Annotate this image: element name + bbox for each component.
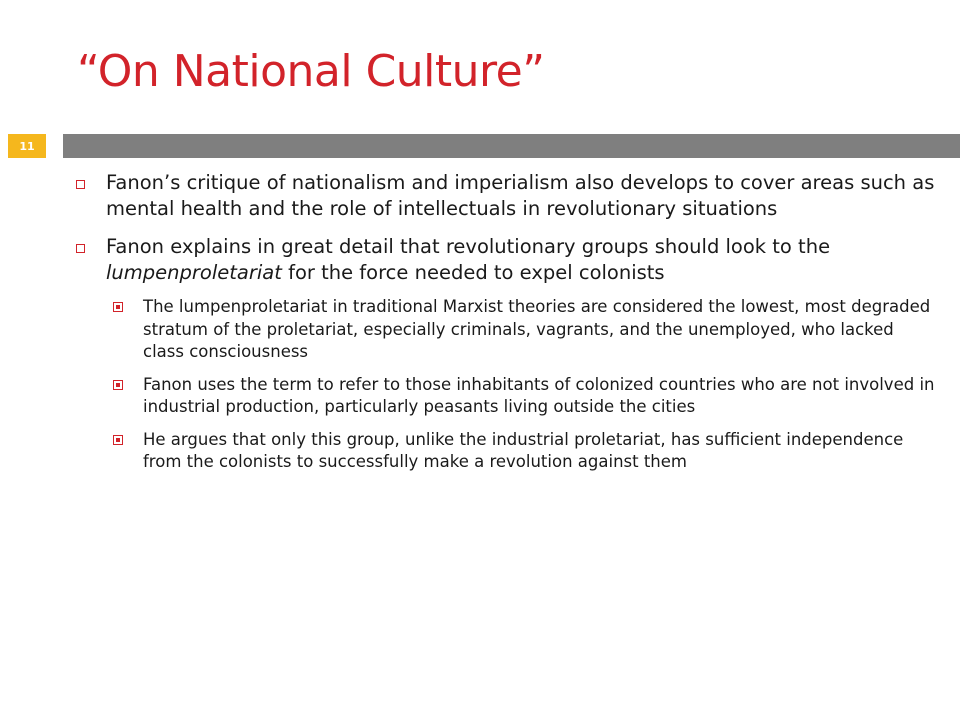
slide-title: “On National Culture”	[77, 46, 545, 97]
sub-bullet-item	[76, 374, 938, 419]
bullet-text: Fanon’s critique of nationalism and imperialism also develops to cover areas such as mental health and the role of intellectuals in revolutionary situations	[106, 171, 935, 220]
bullet-item	[76, 234, 938, 286]
sub-bullet-item	[76, 296, 938, 364]
filled-square-bullet-icon	[113, 380, 123, 390]
slide-number: 11	[8, 134, 46, 158]
sub-bullet-text: He argues that only this group, unlike the industrial proletariat, has sufficient independence from the colonists to successfully make a revolution against them	[143, 429, 904, 471]
filled-square-bullet-icon	[113, 302, 123, 312]
sub-bullet-text: Fanon uses the term to refer to those inhabitants of colonized countries who are not involved in industrial production, particularly peasants living outside the cities	[143, 374, 935, 416]
square-bullet-icon	[76, 244, 85, 253]
bullet-text-before: Fanon explains in great detail that revolutionary groups should look to the	[106, 235, 831, 258]
square-bullet-icon	[76, 180, 85, 189]
slide-number-box	[0, 134, 54, 158]
sub-bullet-list	[76, 296, 938, 474]
slide-body	[76, 170, 938, 484]
filled-square-bullet-icon	[113, 435, 123, 445]
bullet-text-italic: lumpenproletariat	[106, 261, 282, 284]
bullet-text-after: for the force needed to expel colonists	[281, 261, 665, 284]
sub-bullet-text: The lumpenproletariat in traditional Marxist theories are considered the lowest, most degraded stratum of the proletariat, especially criminals, vagrants, and the unemployed, who lacked class consciousness	[143, 297, 931, 361]
header-divider-bar	[63, 134, 960, 158]
sub-bullet-item	[76, 429, 938, 474]
bullet-item	[76, 170, 938, 222]
